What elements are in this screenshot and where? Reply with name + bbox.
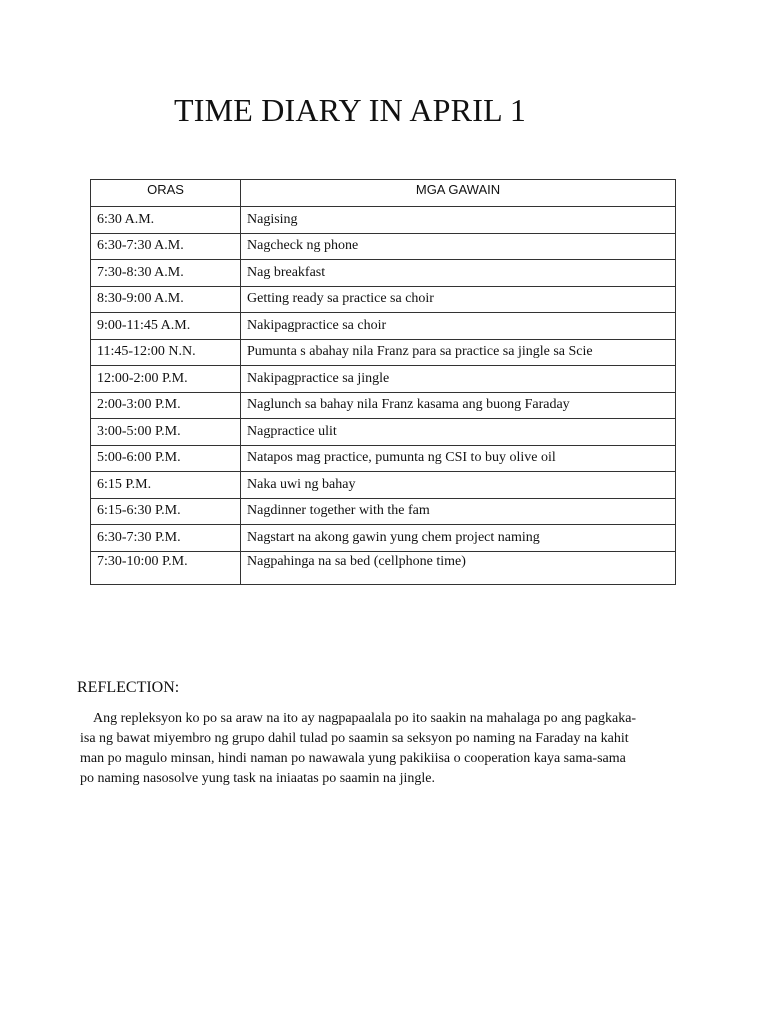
activity-cell: Pumunta s abahay nila Franz para sa practice sa jingle sa Scie [241, 339, 676, 366]
time-cell: 8:30-9:00 A.M. [91, 286, 241, 313]
page-title: TIME DIARY IN APRIL 1 [174, 92, 527, 128]
activity-cell: Naglunch sa bahay nila Franz kasama ang buong Faraday [241, 392, 676, 419]
table-row [91, 445, 676, 472]
activity-cell: Nagising [241, 207, 676, 234]
time-diary-table [90, 179, 676, 585]
time-cell: 6:30-7:30 P.M. [91, 525, 241, 552]
activity-cell: Getting ready sa practice sa choir [241, 286, 676, 313]
time-cell: 11:45-12:00 N.N. [91, 339, 241, 366]
time-cell: 3:00-5:00 P.M. [91, 419, 241, 446]
reflection-line: Ang repleksyon ko po sa araw na ito ay nagpapaalala po ito saakin na mahalaga po ang pagkaka- [93, 711, 637, 726]
activity-cell: Nag breakfast [241, 260, 676, 287]
time-cell: 5:00-6:00 P.M. [91, 445, 241, 472]
column-header-oras: ORAS [91, 180, 241, 207]
table-row [91, 551, 676, 584]
reflection-paragraph [80, 709, 680, 789]
table-row [91, 260, 676, 287]
activity-cell: Nakipagpractice sa jingle [241, 366, 676, 393]
time-cell: 6:30-7:30 A.M. [91, 233, 241, 260]
activity-cell: Naka uwi ng bahay [241, 472, 676, 499]
table-row [91, 233, 676, 260]
time-cell: 6:15-6:30 P.M. [91, 498, 241, 525]
activity-cell: Nagpractice ulit [241, 419, 676, 446]
activity-cell: Nagdinner together with the fam [241, 498, 676, 525]
time-cell: 12:00-2:00 P.M. [91, 366, 241, 393]
time-cell: 6:30 A.M. [91, 207, 241, 234]
activity-cell: Nagcheck ng phone [241, 233, 676, 260]
table-row [91, 366, 676, 393]
reflection-line: man po magulo minsan, hindi naman po nawawala yung pakikiisa o cooperation kaya sama-sama [80, 751, 626, 766]
time-cell: 9:00-11:45 A.M. [91, 313, 241, 340]
time-cell: 6:15 P.M. [91, 472, 241, 499]
table-row [91, 339, 676, 366]
table-row [91, 498, 676, 525]
table-row [91, 392, 676, 419]
table-row [91, 286, 676, 313]
reflection-line: isa ng bawat miyembro ng grupo dahil tulad po saamin sa seksyon po naming na Faraday na kahit [80, 731, 629, 746]
table-row [91, 313, 676, 340]
activity-cell: Nagstart na akong gawin yung chem project naming [241, 525, 676, 552]
table-row [91, 525, 676, 552]
column-header-mga-gawain: MGA GAWAIN [241, 180, 676, 207]
table-row [91, 472, 676, 499]
time-cell: 7:30-10:00 P.M. [91, 551, 241, 584]
table-header-row [91, 180, 676, 207]
reflection-heading: REFLECTION: [77, 679, 180, 696]
time-cell: 7:30-8:30 A.M. [91, 260, 241, 287]
activity-cell: Nagpahinga na sa bed (cellphone time) [241, 551, 676, 584]
activity-cell: Nakipagpractice sa choir [241, 313, 676, 340]
activity-cell: Natapos mag practice, pumunta ng CSI to buy olive oil [241, 445, 676, 472]
reflection-line: po naming nasosolve yung task na iniaatas po saamin na jingle. [80, 771, 435, 786]
table-row [91, 419, 676, 446]
table-row [91, 207, 676, 234]
time-cell: 2:00-3:00 P.M. [91, 392, 241, 419]
